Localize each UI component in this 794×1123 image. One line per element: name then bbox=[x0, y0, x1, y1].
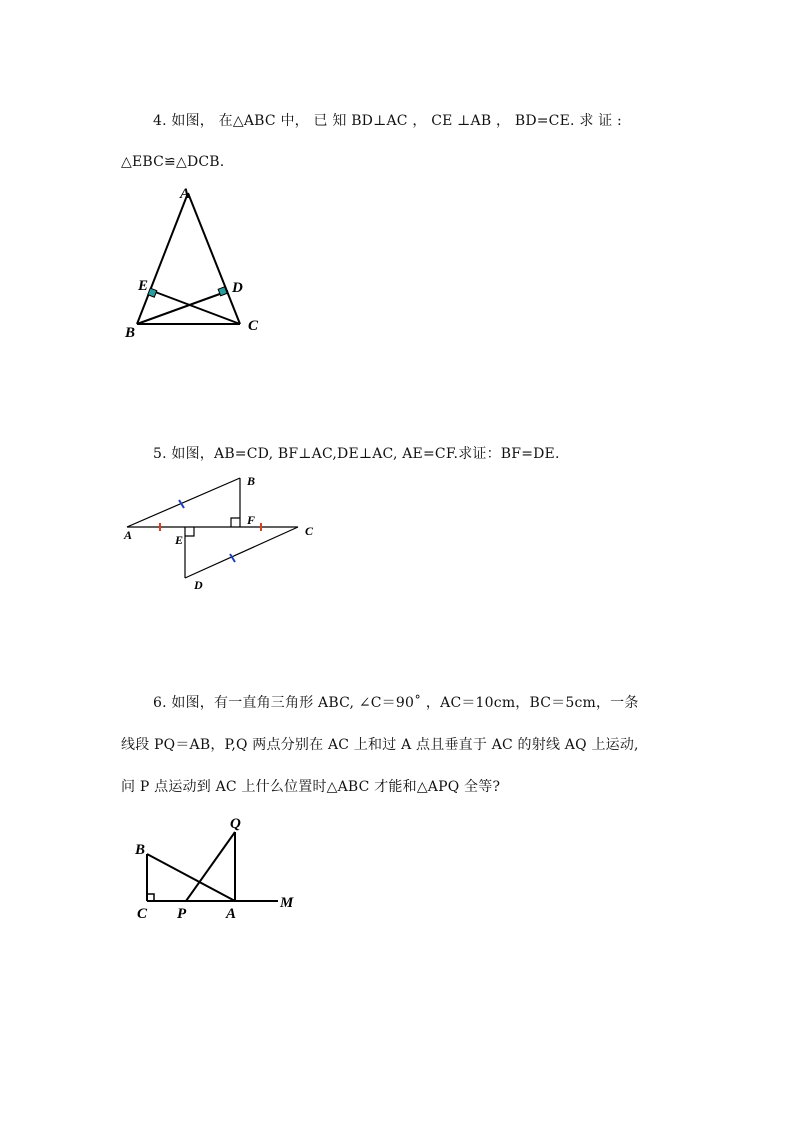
problem-6-figure bbox=[115, 810, 315, 925]
figure-lines bbox=[147, 832, 278, 901]
label-B: B bbox=[247, 474, 256, 488]
label-A: A bbox=[180, 186, 191, 202]
label-B: B bbox=[135, 842, 146, 858]
right-angle-mark-e bbox=[148, 288, 157, 297]
right-angle-mark-c bbox=[147, 894, 154, 901]
figure-lines bbox=[127, 478, 298, 578]
label-C: C bbox=[137, 906, 148, 922]
label-P: P bbox=[177, 906, 187, 922]
label-E: E bbox=[175, 533, 184, 547]
label-B: B bbox=[125, 325, 136, 341]
label-C: C bbox=[248, 318, 259, 334]
label-A: A bbox=[226, 906, 237, 922]
label-D: D bbox=[194, 578, 203, 592]
label-C: C bbox=[305, 524, 314, 538]
label-F: F bbox=[247, 513, 256, 527]
label-E: E bbox=[138, 278, 149, 294]
problem-5-figure bbox=[115, 470, 330, 595]
label-A: A bbox=[124, 528, 133, 542]
problem-6-text-line1: 6. 如图，有一直角三角形 ABC, ∠C＝90˚ ，AC＝10cm，BC＝5cm，一条 bbox=[153, 695, 639, 711]
label-M: M bbox=[280, 895, 294, 911]
label-Q: Q bbox=[230, 816, 241, 832]
problem-6-text-line3: 问 P 点运动到 AC 上什么位置时△ABC 才能和△APQ 全等? bbox=[121, 779, 501, 795]
problem-4-text-line1: 4. 如图， 在△ABC 中， 已 知 BD⊥AC ， CE ⊥AB ， BD=CE. 求 证 : bbox=[153, 113, 622, 129]
triangle-abc-lines bbox=[137, 193, 240, 324]
problem-5-text-line1: 5. 如图，AB=CD, BF⊥AC,DE⊥AC, AE=CF.求证：BF=DE. bbox=[153, 446, 560, 462]
problem-4-text-line2: △EBC≌△DCB. bbox=[121, 154, 225, 170]
problem-4-figure bbox=[115, 180, 285, 345]
problem-6-text-line2: 线段 PQ＝AB，P,Q 两点分别在 AC 上和过 A 点且垂直于 AC 的射线 AQ 上运动, bbox=[121, 737, 639, 753]
label-D: D bbox=[232, 280, 243, 296]
